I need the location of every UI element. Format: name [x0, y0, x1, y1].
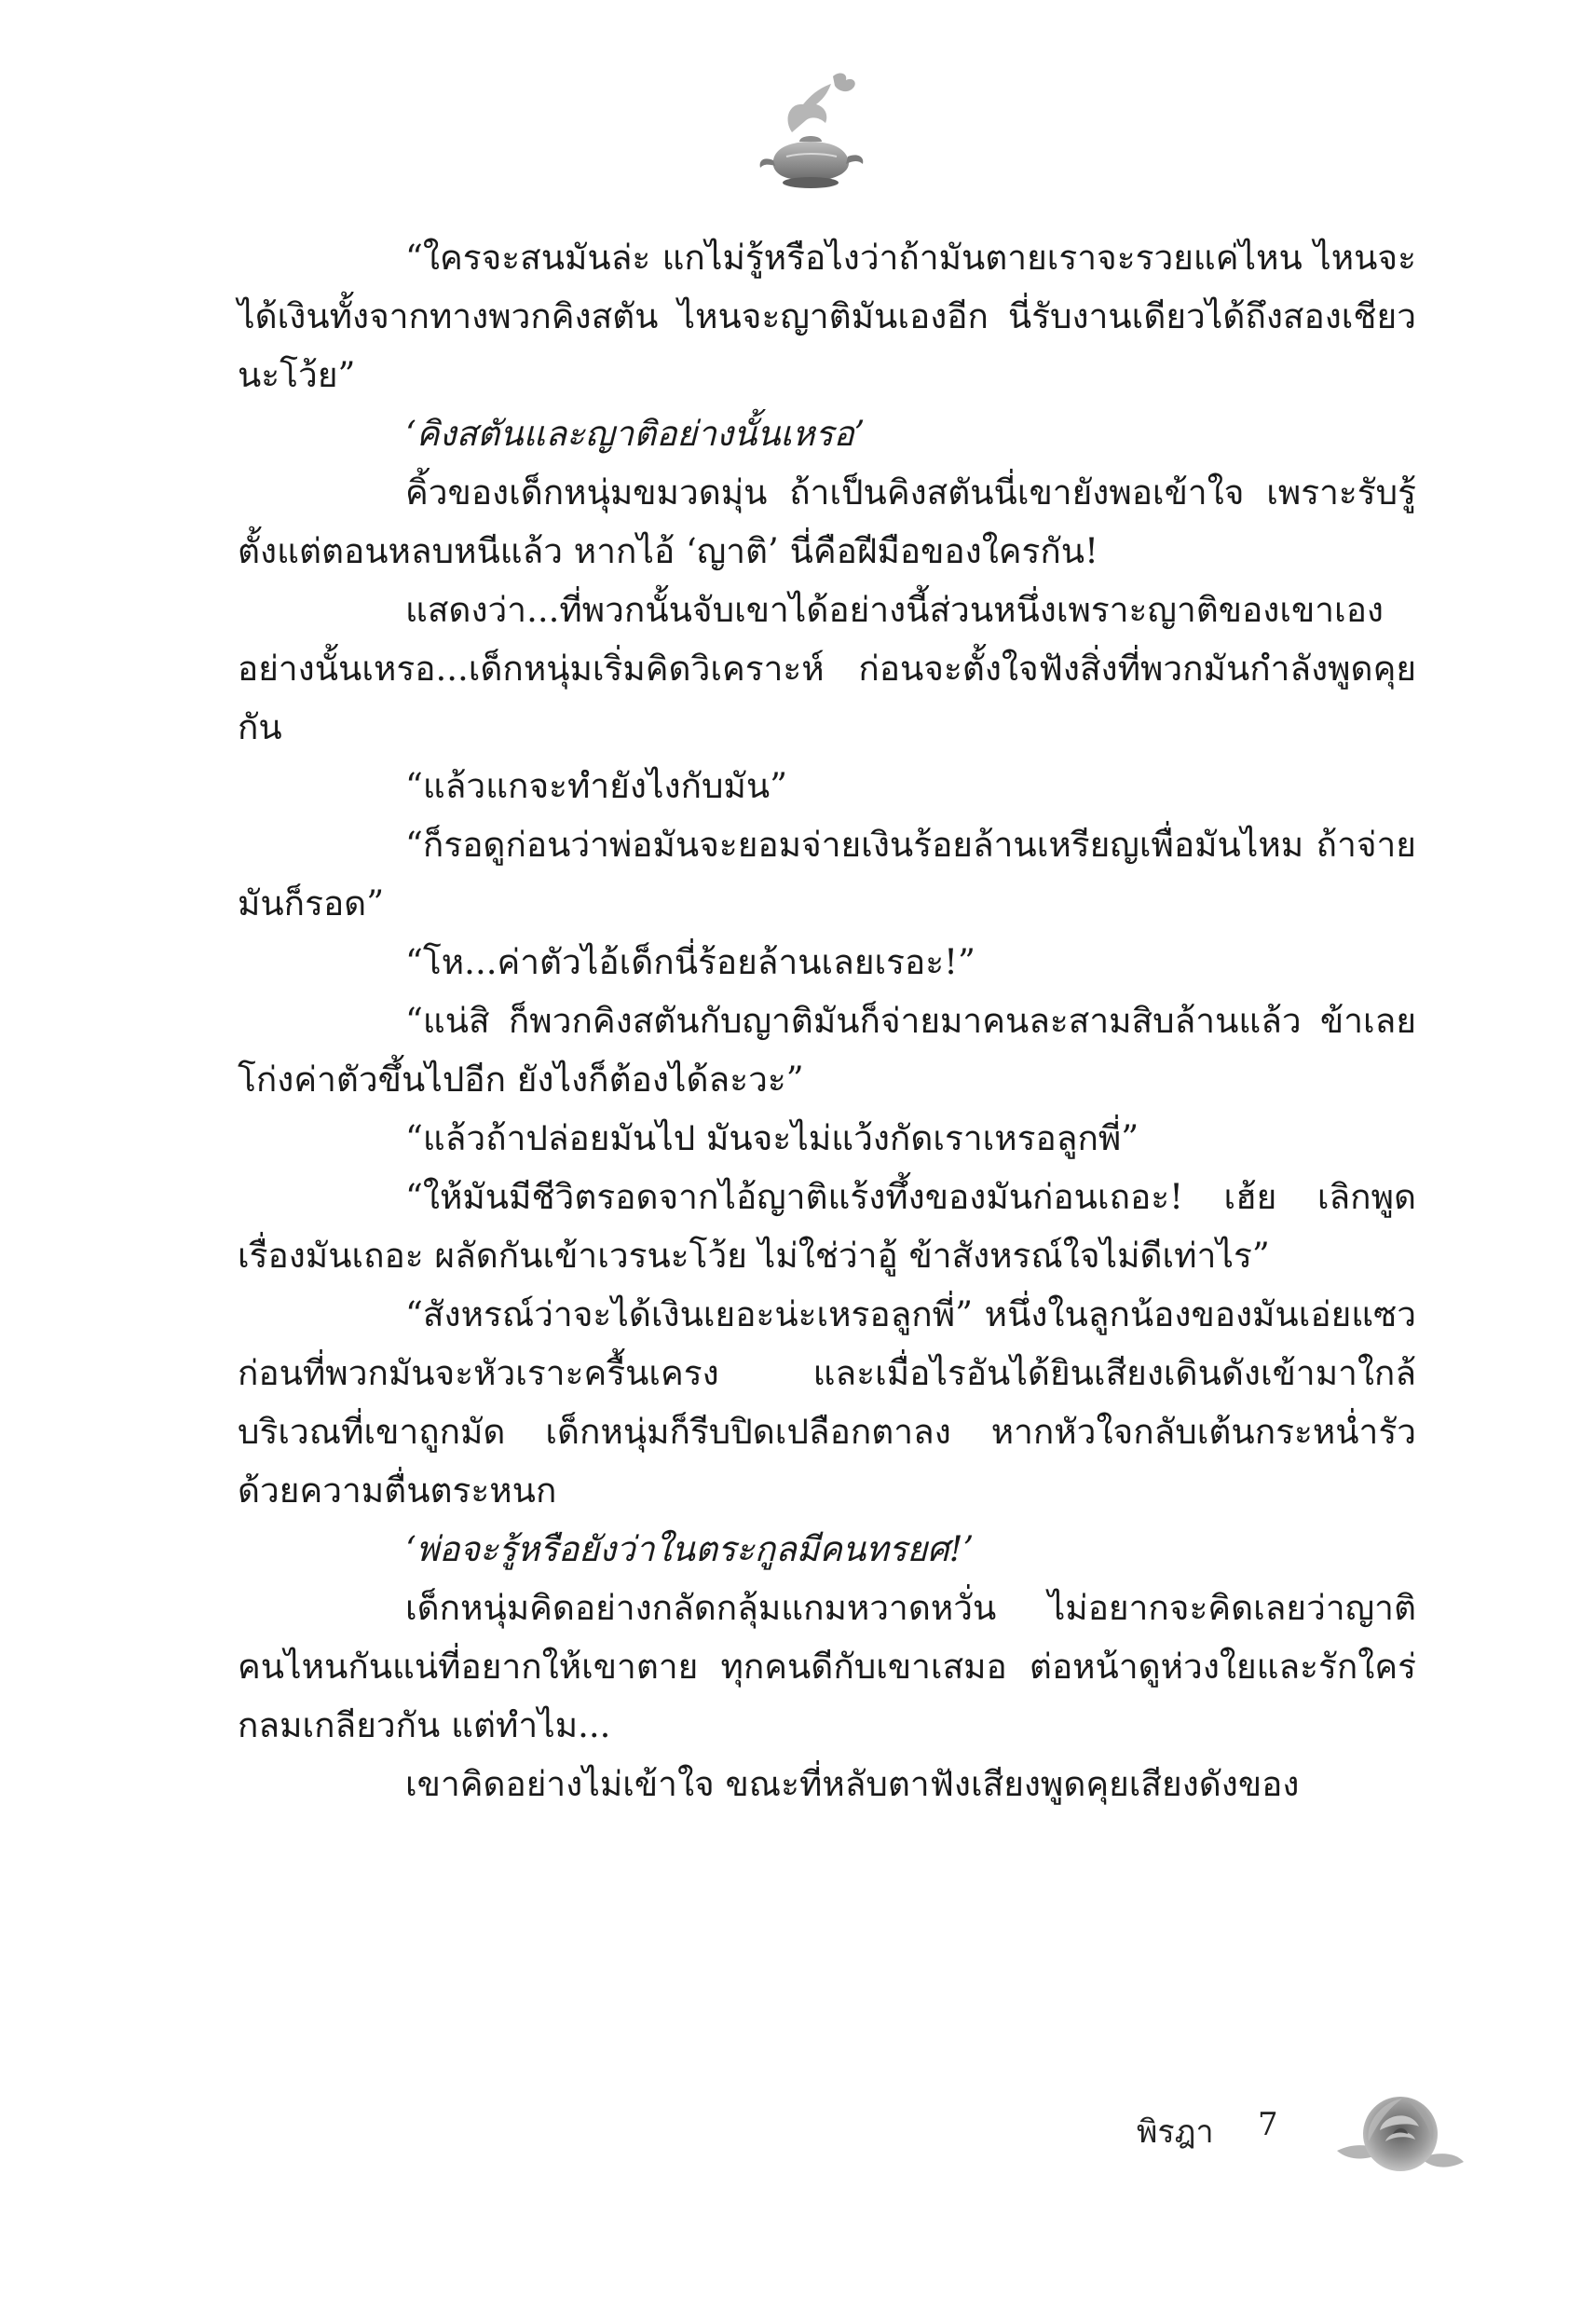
paragraph: “แน่สิ ก็พวกคิงสตันกับญาติมันก็จ่ายมาคนละสามสิบล้านแล้ว ข้าเลยโก่งค่าตัวขึ้นไปอีก ยังไงก็ต้องได้ละวะ”: [238, 1001, 1416, 1100]
paragraph: “โห...ค่าตัวไอ้เด็กนี่ร้อยล้านเลยเรอะ!”: [405, 942, 975, 982]
paragraph-thought: ‘พ่อจะรู้หรือยังว่าในตระกูลมีคนทรยศ!’: [405, 1529, 975, 1569]
genie-lamp-icon: [755, 67, 866, 207]
paragraph: “สังหรณ์ว่าจะได้เงินเยอะน่ะเหรอลูกพี่” หนึ่งในลูกน้องของมันเอ่ยแซว ก่อนที่พวกมันจะหัวเราะครื้นเครง และเมื่อไรอันได้ยินเสียงเดินดังเข้ามาใกล้บริเวณที่เขาถูกมัด เด็กหนุ่มก็รีบปิดเปลือกตาลง หากหัวใจกลับเต้นกระหน่ำรัวด้วยความตื่นตระหนก: [238, 1294, 1416, 1511]
footer-author: พิรฎา: [1137, 2113, 1214, 2151]
paragraph: แสดงว่า...ที่พวกนั้นจับเขาได้อย่างนี้ส่วนหนึ่งเพราะญาติของเขาเองอย่างนั้นเหรอ...เด็กหนุ่มเริ่มคิดวิเคราะห์ ก่อนจะตั้งใจฟังสิ่งที่พวกมันกำลังพูดคุยกัน: [238, 590, 1416, 747]
paragraph-thought: ‘คิงสตันและญาติอย่างนั้นเหรอ’: [405, 414, 866, 454]
page-footer: [1118, 2085, 1472, 2197]
paragraph: เขาคิดอย่างไม่เข้าใจ ขณะที่หลับตาฟังเสียงพูดคุยเสียงดังของ: [405, 1764, 1300, 1804]
paragraph: “ใครจะสนมันล่ะ แกไม่รู้หรือไงว่าถ้ามันตายเราจะรวยแค่ไหน ไหนจะได้เงินทั้งจากทางพวกคิงสตัน ไหนจะญาติมันเองอีก นี่รับงานเดียวได้ถึงสองเชียวนะโว้ย”: [238, 238, 1416, 395]
paragraph: เด็กหนุ่มคิดอย่างกลัดกลุ้มแกมหวาดหวั่น ไม่อยากจะคิดเลยว่าญาติคนไหนกันแน่ที่อยากให้เขาตาย ทุกคนดีกับเขาเสมอ ต่อหน้าดูห่วงใยและรักใคร่กลมเกลียวกัน แต่ทำไม...: [238, 1588, 1416, 1745]
page-number: 7: [1258, 2106, 1278, 2143]
paragraph: “แล้วแกจะทำยังไงกับมัน”: [405, 766, 788, 806]
body-text: [238, 228, 1416, 1813]
paragraph: “ให้มันมีชีวิตรอดจากไอ้ญาติแร้งทึ้งของมันก่อนเถอะ! เฮ้ย เลิกพูดเรื่องมันเถอะ ผลัดกันเข้าเวรนะโว้ย ไม่ใช่ว่าอู้ ข้าสังหรณ์ใจไม่ดีเท่าไร”: [238, 1177, 1416, 1276]
paragraph: “ก็รอดูก่อนว่าพ่อมันจะยอมจ่ายเงินร้อยล้านเหรียญเพื่อมันไหม ถ้าจ่ายมันก็รอด”: [238, 825, 1416, 923]
paragraph: “แล้วถ้าปล่อยมันไป มันจะไม่แว้งกัดเราเหรอลูกพี่”: [405, 1118, 1139, 1158]
paragraph: คิ้วของเด็กหนุ่มขมวดมุ่น ถ้าเป็นคิงสตันนี่เขายังพอเข้าใจ เพราะรับรู้ตั้งแต่ตอนหลบหนีแล้ว หากไอ้ ‘ญาติ’ นี่คือฝีมือของใครกัน!: [238, 472, 1416, 571]
rose-icon: [1328, 2085, 1467, 2193]
